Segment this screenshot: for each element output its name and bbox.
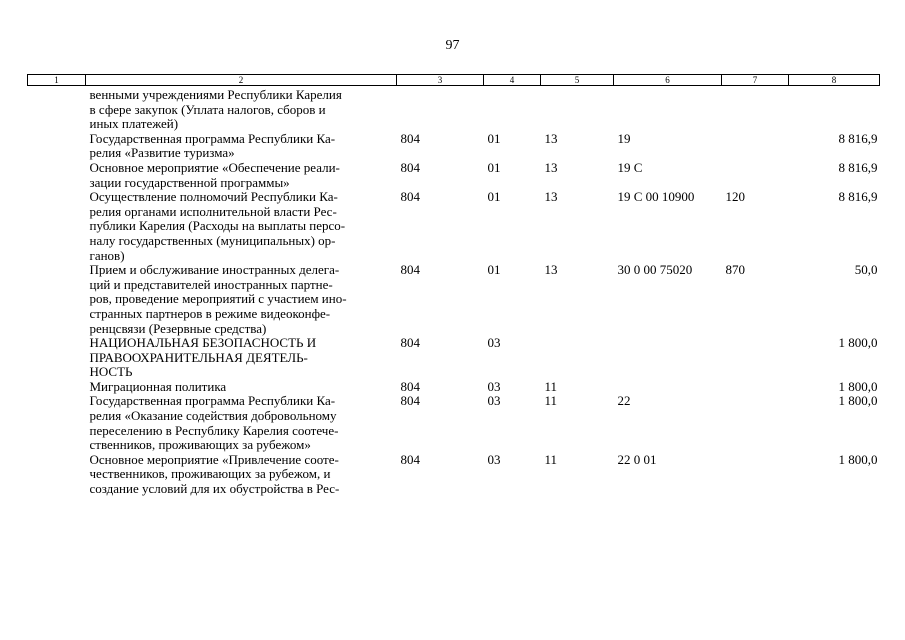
item-name-line: релия «Оказание содействия добровольному [89, 408, 337, 424]
item-name-line: чественников, проживающих за рубежом, и [89, 466, 331, 482]
cell-row-number [28, 380, 86, 395]
page-number: 97 [445, 38, 460, 53]
table-row [28, 336, 880, 380]
cell-item-name [86, 263, 397, 336]
item-name-line: Основное мероприятие «Обеспечение реали- [89, 159, 340, 175]
cell-ministry-code: 804 [400, 130, 420, 146]
cell-row-number [28, 190, 86, 263]
cell-expense-type [722, 88, 789, 132]
cell-row-number [28, 453, 86, 497]
cell-amount: 8 816,9 [838, 189, 878, 205]
cell-section: 03 [487, 393, 501, 409]
cell-row-number [28, 161, 86, 190]
cell-item-name [86, 336, 397, 380]
cell-subsection: 13 [544, 159, 558, 175]
cell-expense-type [722, 161, 789, 190]
item-name-line: создание условий для их обустройства в Рес- [89, 481, 340, 497]
item-name-line: странных партнеров в режиме видеоконфе- [89, 305, 331, 321]
item-name-line: Прием и обслуживание иностранных делега- [89, 262, 340, 278]
table-row [28, 263, 880, 336]
budget-table [27, 74, 880, 497]
cell-subsection [541, 336, 614, 380]
cell-row-number [28, 336, 86, 380]
item-name-line: релия органами исполнительной власти Рес- [89, 203, 337, 219]
column-header-2: 2 [86, 75, 397, 86]
cell-amount: 1 800,0 [838, 393, 878, 409]
cell-item-name [86, 380, 397, 395]
item-name-line: ганов) [89, 247, 125, 263]
item-name-line: НАЦИОНАЛЬНАЯ БЕЗОПАСНОСТЬ И [89, 335, 317, 351]
item-name-line: ренцсвязи (Резервные средства) [89, 320, 267, 336]
column-number-header [28, 75, 880, 86]
cell-subsection: 13 [544, 262, 558, 278]
item-name-line: ций и представителей иностранных партне- [89, 276, 333, 292]
cell-target-article [614, 88, 722, 132]
column-header-6: 6 [614, 75, 722, 86]
cell-ministry-code [397, 88, 484, 132]
cell-row-number [28, 132, 86, 161]
cell-expense-type [722, 394, 789, 452]
cell-amount: 1 800,0 [838, 335, 878, 351]
cell-expense-type [722, 380, 789, 395]
table-row [28, 394, 880, 452]
cell-item-name [86, 394, 397, 452]
cell-expense-type [722, 132, 789, 161]
cell-item-name [86, 88, 397, 132]
cell-ministry-code: 804 [400, 159, 420, 175]
cell-section: 01 [487, 159, 501, 175]
item-name-line: Миграционная политика [89, 378, 227, 394]
column-header-4: 4 [484, 75, 541, 86]
cell-expense-type: 870 [725, 262, 745, 278]
cell-target-article: 19 С [617, 159, 643, 175]
column-header-8: 8 [789, 75, 880, 86]
cell-item-name [86, 132, 397, 161]
cell-item-name [86, 161, 397, 190]
table-row [28, 161, 880, 190]
item-name-line: в сфере закупок (Уплата налогов, сборов и [89, 101, 326, 117]
cell-subsection: 13 [544, 189, 558, 205]
cell-ministry-code: 804 [400, 335, 420, 351]
cell-section: 03 [487, 335, 501, 351]
item-name-line: венными учреждениями Республики Карелия [89, 87, 342, 102]
column-header-1: 1 [28, 75, 86, 86]
cell-section: 01 [487, 130, 501, 146]
cell-section: 03 [487, 378, 501, 394]
cell-amount: 1 800,0 [838, 378, 878, 394]
cell-subsection [541, 88, 614, 132]
column-header-5: 5 [541, 75, 614, 86]
table-row [28, 190, 880, 263]
item-name-line: Осуществление полномочий Республики Ка- [89, 189, 338, 205]
cell-target-article: 19 С 00 10900 [617, 189, 695, 205]
cell-ministry-code: 804 [400, 451, 420, 467]
cell-target-article: 22 0 01 [617, 451, 657, 467]
item-name-line: ПРАВООХРАНИТЕЛЬНАЯ ДЕЯТЕЛЬ- [89, 349, 308, 365]
cell-amount: 8 816,9 [838, 159, 878, 175]
cell-target-article [614, 336, 722, 380]
cell-section [484, 88, 541, 132]
item-name-line: публики Карелия (Расходы на выплаты персо- [89, 218, 346, 234]
cell-item-name [86, 453, 397, 497]
item-name-line: налу государственных (муниципальных) ор- [89, 232, 336, 248]
cell-target-article [614, 380, 722, 395]
cell-ministry-code: 804 [400, 393, 420, 409]
cell-target-article: 19 [617, 130, 631, 146]
item-name-line: ров, проведение мероприятий с участием ино- [89, 291, 347, 307]
cell-amount [789, 88, 880, 132]
cell-section: 01 [487, 189, 501, 205]
item-name-line: переселению в Республику Карелия соотече- [89, 422, 339, 438]
column-header-3: 3 [397, 75, 484, 86]
cell-ministry-code: 804 [400, 378, 420, 394]
cell-expense-type: 120 [725, 189, 745, 205]
table-row [28, 88, 880, 132]
item-name-line: ственников, проживающих за рубежом» [89, 437, 311, 453]
item-name-line: НОСТЬ [89, 364, 133, 380]
item-name-line: Основное мероприятие «Привлечение сооте- [89, 451, 339, 467]
table-row [28, 453, 880, 497]
cell-section: 01 [487, 262, 501, 278]
table-row [28, 132, 880, 161]
table-row [28, 380, 880, 395]
table-body [28, 86, 880, 497]
cell-row-number [28, 88, 86, 132]
cell-section: 03 [487, 451, 501, 467]
cell-expense-type [722, 336, 789, 380]
item-name-line: Государственная программа Республики Ка- [89, 130, 336, 146]
cell-item-name [86, 190, 397, 263]
cell-expense-type [722, 453, 789, 497]
item-name-line: Государственная программа Республики Ка- [89, 393, 336, 409]
cell-row-number [28, 394, 86, 452]
cell-subsection: 11 [544, 378, 558, 394]
cell-subsection: 11 [544, 393, 558, 409]
cell-target-article: 30 0 00 75020 [617, 262, 693, 278]
cell-ministry-code: 804 [400, 262, 420, 278]
item-name-line: релия «Развитие туризма» [89, 145, 235, 161]
cell-row-number [28, 263, 86, 336]
cell-amount: 8 816,9 [838, 130, 878, 146]
cell-amount: 50,0 [854, 262, 878, 278]
cell-subsection: 13 [544, 130, 558, 146]
cell-amount: 1 800,0 [838, 451, 878, 467]
item-name-line: зации государственной программы» [89, 174, 290, 190]
cell-ministry-code: 804 [400, 189, 420, 205]
column-header-7: 7 [722, 75, 789, 86]
cell-target-article: 22 [617, 393, 631, 409]
cell-subsection: 11 [544, 451, 558, 467]
item-name-line: иных платежей) [89, 116, 179, 132]
